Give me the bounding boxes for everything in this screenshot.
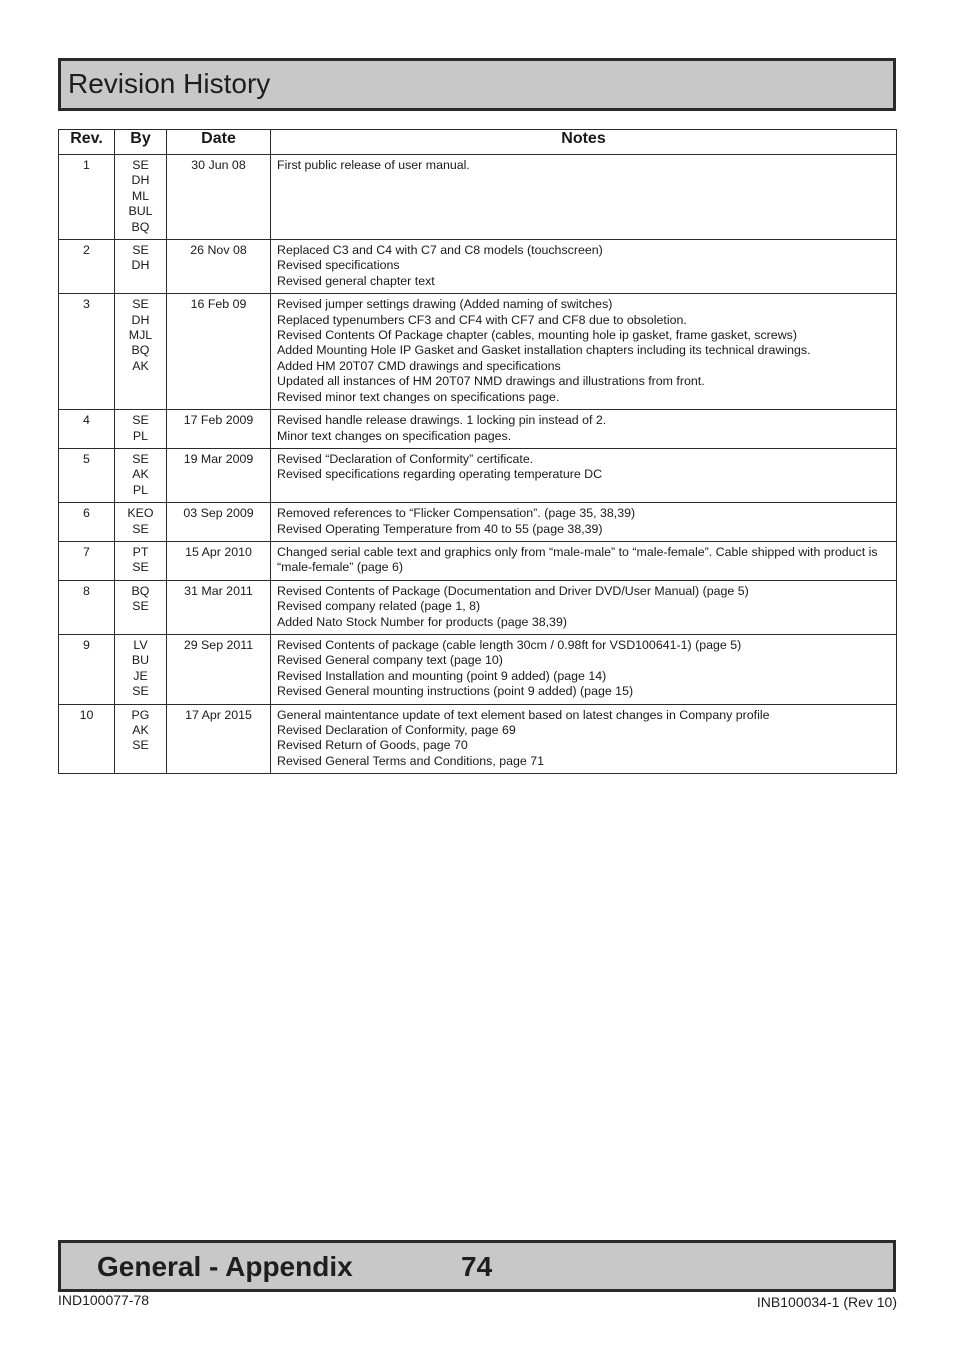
revision-date: 26 Nov 08 (167, 240, 271, 294)
revision-date: 19 Mar 2009 (167, 448, 271, 502)
rev-number: 9 (59, 634, 115, 704)
author-initials: DH (131, 173, 150, 188)
doc-code-right: INB100034-1 (Rev 10) (756, 1294, 897, 1310)
revision-date: 29 Sep 2011 (167, 634, 271, 704)
by-cell (115, 448, 167, 502)
note-line: Revised specifications (277, 258, 400, 273)
rev-number: 1 (59, 155, 115, 240)
table-row (59, 541, 897, 580)
notes-cell (271, 294, 897, 410)
note-line: Revised Contents Of Package chapter (cables, mounting hole ip gasket, frame gasket, screws) (277, 328, 797, 343)
rev-number: 3 (59, 294, 115, 410)
notes-cell (271, 704, 897, 774)
by-cell (115, 541, 167, 580)
table-row (59, 410, 897, 449)
table-row (59, 503, 897, 542)
author-initials: SE (132, 243, 149, 258)
notes-cell (271, 634, 897, 704)
author-initials: AK (132, 723, 149, 737)
author-initials: PG (131, 707, 150, 722)
by-cell (115, 503, 167, 542)
note-line: Revised “Declaration of Conformity” certificate. (277, 451, 534, 466)
note-line: Revised jumper settings drawing (Added naming of switches) (277, 297, 613, 312)
by-cell (115, 410, 167, 449)
author-initials: SE (132, 158, 149, 172)
notes-cell (271, 448, 897, 502)
note-line: Replaced typenumbers CF3 and CF4 with CF7 and CF8 due to obsoletion. (277, 312, 687, 327)
note-line: Revised Installation and mounting (point 9 added) (page 14) (277, 668, 607, 683)
table-row (59, 448, 897, 502)
footer-section-title: General - Appendix (97, 1251, 353, 1282)
note-line: Added Nato Stock Number for products (page 38,39) (277, 614, 567, 629)
note-line: Revised Return of Goods, page 70 (277, 738, 468, 753)
page-title: Revision History (68, 68, 271, 99)
note-line: Revised Declaration of Conformity, page 69 (277, 723, 516, 737)
note-line: Changed serial cable text and graphics only from “male-male” to “male-female”. Cable shipped with product is “male-female” (page 6) (277, 544, 878, 575)
revision-table-body (59, 155, 897, 774)
author-initials: BU (131, 653, 150, 668)
rev-number: 5 (59, 448, 115, 502)
revision-date: 03 Sep 2009 (167, 503, 271, 542)
by-cell (115, 634, 167, 704)
note-line: First public release of user manual. (277, 158, 470, 172)
notes-cell (271, 503, 897, 542)
footer-bar (58, 1240, 896, 1292)
author-initials: PL (132, 428, 149, 443)
note-line: General maintentance update of text element based on latest changes in Company profile (277, 707, 770, 722)
author-initials: LV (133, 637, 148, 652)
table-row (59, 294, 897, 410)
table-row (59, 155, 897, 240)
note-line: Minor text changes on specification pages. (277, 428, 512, 443)
table-header-row (59, 130, 897, 155)
note-line: Revised handle release drawings. 1 locking pin instead of 2. (277, 413, 607, 428)
note-line: Revised specifications regarding operating temperature DC (277, 467, 603, 482)
revision-date: 17 Feb 2009 (167, 410, 271, 449)
revision-date: 15 Apr 2010 (167, 541, 271, 580)
author-initials: SE (132, 738, 149, 753)
by-cell (115, 240, 167, 294)
notes-cell (271, 155, 897, 240)
author-initials: SE (132, 521, 149, 536)
rev-number: 4 (59, 410, 115, 449)
author-initials: AK (132, 358, 149, 373)
note-line: Removed references to “Flicker Compensation”. (page 35, 38,39) (277, 506, 636, 521)
note-line: Revised Operating Temperature from 40 to 55 (page 38,39) (277, 521, 603, 536)
rev-number: 8 (59, 580, 115, 634)
revision-table (58, 129, 897, 774)
note-line: Revised company related (page 1, 8) (277, 599, 481, 614)
author-initials: PL (132, 482, 149, 497)
notes-cell (271, 410, 897, 449)
revision-date: 31 Mar 2011 (167, 580, 271, 634)
note-line: Revised General mounting instructions (point 9 added) (page 15) (277, 684, 634, 699)
author-initials: ML (131, 188, 150, 203)
author-initials: PT (132, 544, 149, 559)
note-line: Revised General Terms and Conditions, page 71 (277, 753, 545, 768)
by-cell (115, 704, 167, 774)
author-initials: SE (132, 599, 149, 614)
revision-date: 17 Apr 2015 (167, 704, 271, 774)
rev-number: 10 (59, 704, 115, 774)
author-initials: BQ (131, 219, 150, 234)
header-rev: Rev. (59, 130, 115, 155)
table-row (59, 240, 897, 294)
doc-code-left: IND100077-78 (58, 1292, 150, 1308)
table-row (59, 704, 897, 774)
author-initials: DH (131, 258, 150, 273)
by-cell (115, 155, 167, 240)
note-line: Revised minor text changes on specifications page. (277, 389, 560, 404)
by-cell (115, 294, 167, 410)
notes-cell (271, 240, 897, 294)
author-initials: AK (132, 467, 149, 482)
table-row (59, 580, 897, 634)
note-line: Revised general chapter text (277, 273, 435, 288)
author-initials: BQ (131, 343, 150, 358)
header-date: Date (167, 130, 271, 155)
notes-cell (271, 580, 897, 634)
header-by: By (115, 130, 167, 155)
author-initials: SE (132, 560, 149, 575)
rev-number: 2 (59, 240, 115, 294)
rev-number: 7 (59, 541, 115, 580)
author-initials: SE (132, 451, 149, 466)
author-initials: KEO (127, 506, 154, 521)
author-initials: SE (132, 297, 149, 312)
author-initials: BQ (131, 583, 150, 598)
author-initials: SE (132, 684, 149, 699)
author-initials: SE (132, 413, 149, 428)
title-bar (58, 58, 896, 111)
note-line: Added Mounting Hole IP Gasket and Gasket installation chapters including its technical drawings. (277, 343, 811, 358)
author-initials: DH (131, 312, 150, 327)
revision-date: 16 Feb 09 (167, 294, 271, 410)
table-row (59, 634, 897, 704)
note-line: Revised Contents of Package (Documentation and Driver DVD/User Manual) (page 5) (277, 583, 749, 598)
author-initials: BUL (128, 204, 153, 219)
note-line: Added HM 20T07 CMD drawings and specifications (277, 358, 561, 373)
note-line: Revised General company text (page 10) (277, 653, 503, 668)
by-cell (115, 580, 167, 634)
page-number: 74 (461, 1251, 493, 1282)
note-line: Revised Contents of package (cable length 30cm / 0.98ft for VSD100641-1) (page 5) (277, 637, 742, 652)
rev-number: 6 (59, 503, 115, 542)
revision-date: 30 Jun 08 (167, 155, 271, 240)
note-line: Updated all instances of HM 20T07 NMD drawings and illustrations from front. (277, 374, 705, 389)
author-initials: JE (133, 668, 148, 683)
notes-cell (271, 541, 897, 580)
author-initials: MJL (128, 328, 153, 343)
header-notes: Notes (271, 130, 897, 155)
note-line: Replaced C3 and C4 with C7 and C8 models (touchscreen) (277, 243, 603, 258)
